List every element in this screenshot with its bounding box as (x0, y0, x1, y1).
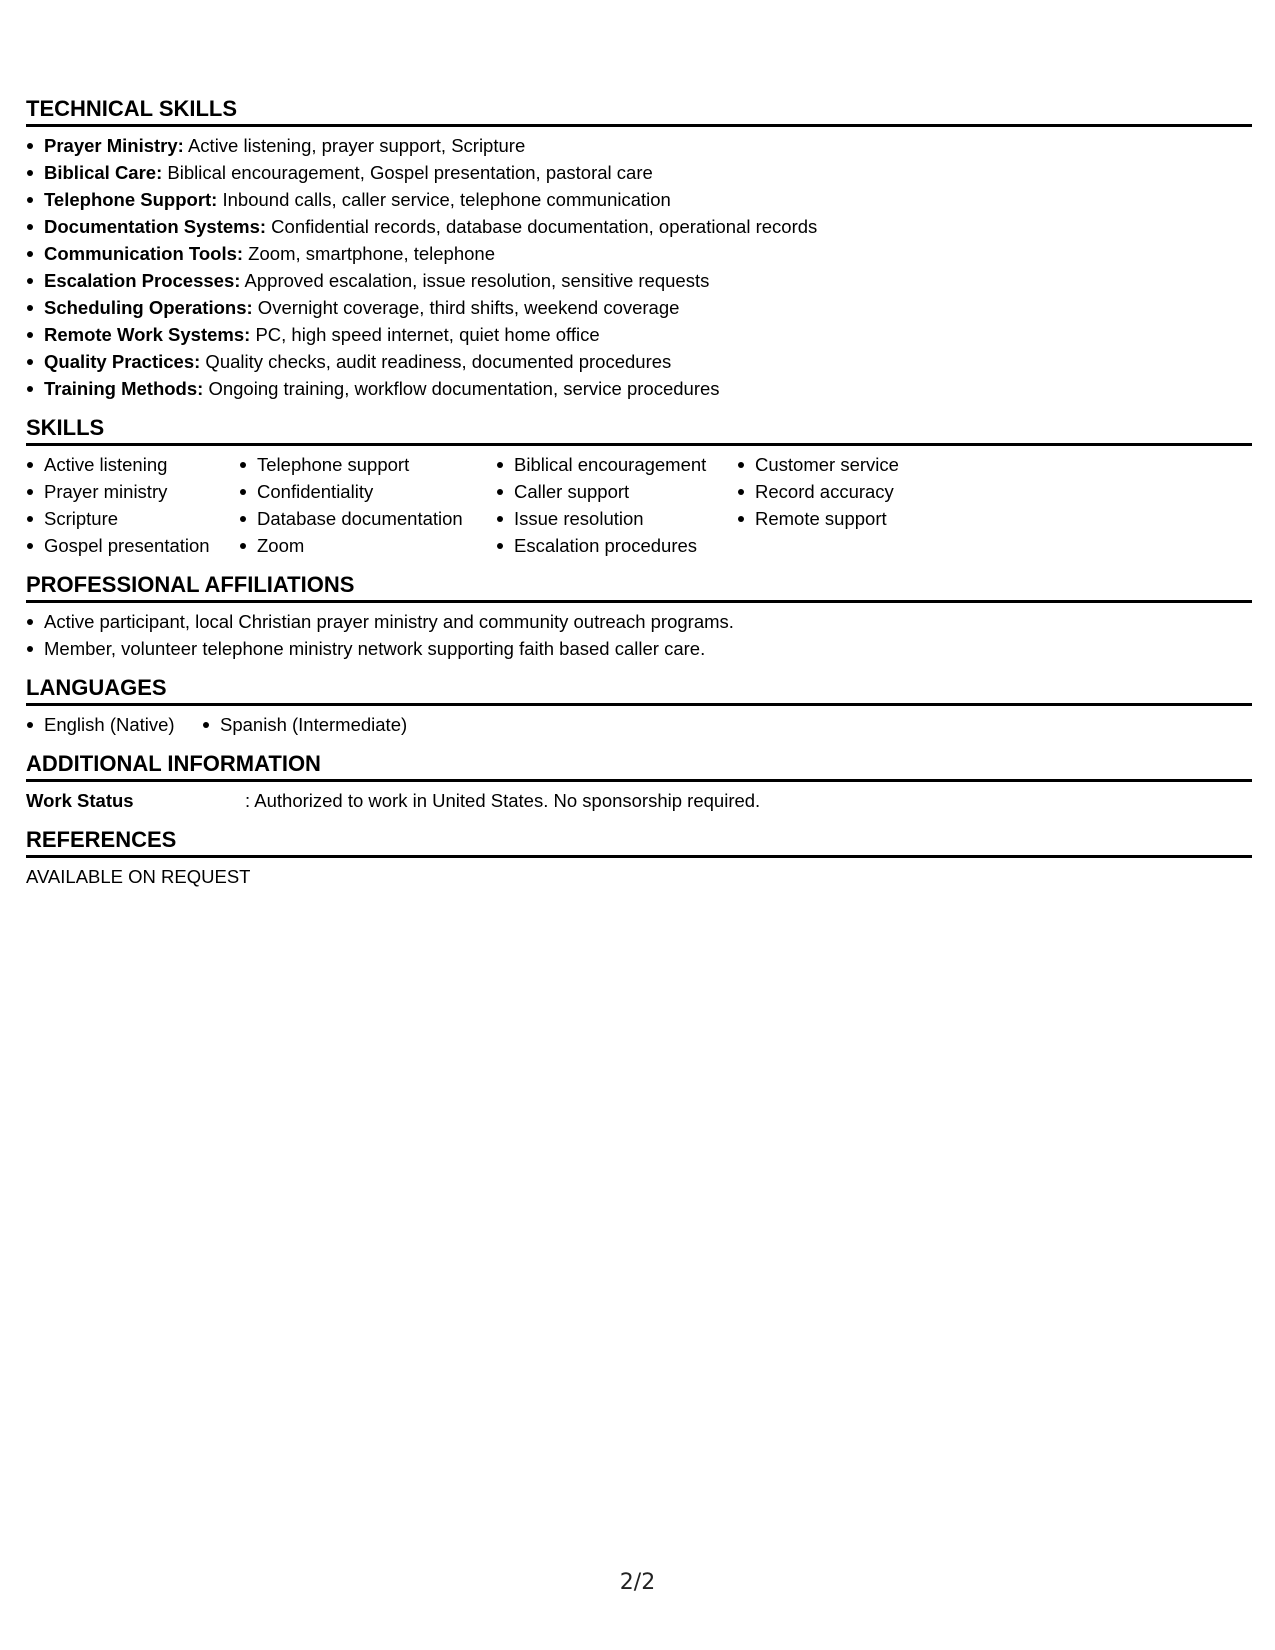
list-item: Customer service (737, 451, 937, 478)
work-status-label: Work Status (26, 790, 134, 811)
list-item (26, 294, 1252, 321)
tech-skill-text: PC, high speed internet, quiet home office (250, 324, 600, 345)
languages-column-1 (26, 711, 202, 738)
list-item (26, 132, 1252, 159)
list-item: Zoom (239, 532, 496, 559)
tech-skill-text: Active listening, prayer support, Scripture (183, 135, 526, 156)
languages-row (26, 711, 1252, 738)
section-spacer (26, 402, 1252, 415)
list-item: English (Native) (26, 711, 202, 738)
list-item: Issue resolution (496, 505, 737, 532)
affiliations-section (26, 572, 1252, 662)
skills-column-4 (737, 451, 937, 559)
tech-skill-label: Prayer Ministry: (44, 135, 184, 156)
section-spacer (26, 738, 1252, 751)
list-item: Gospel presentation (26, 532, 239, 559)
list-item (26, 159, 1252, 186)
list-item: Prayer ministry (26, 478, 239, 505)
languages-column-2 (202, 711, 407, 738)
languages-section (26, 675, 1252, 738)
technical-skills-list (26, 132, 1252, 402)
tech-skill-text: Biblical encouragement, Gospel presentation, pastoral care (162, 162, 653, 183)
resume-content (26, 96, 1252, 890)
list-item: Telephone support (239, 451, 496, 478)
tech-skill-text: Inbound calls, caller service, telephone communication (217, 189, 671, 210)
list-item: Member, volunteer telephone ministry network supporting faith based caller care. (26, 635, 1252, 662)
skills-column-1 (26, 451, 239, 559)
references-heading: REFERENCES (26, 827, 1252, 858)
tech-skill-label: Quality Practices: (44, 351, 201, 372)
additional-info-heading: ADDITIONAL INFORMATION (26, 751, 1252, 782)
section-spacer (26, 559, 1252, 572)
affiliations-heading: PROFESSIONAL AFFILIATIONS (26, 572, 1252, 603)
tech-skill-label: Telephone Support: (44, 189, 218, 210)
list-item: Caller support (496, 478, 737, 505)
tech-skill-text: Quality checks, audit readiness, documented procedures (200, 351, 672, 372)
tech-skill-label: Scheduling Operations: (44, 297, 253, 318)
tech-skill-label: Documentation Systems: (44, 216, 267, 237)
affiliations-list (26, 608, 1252, 662)
list-item (26, 267, 1252, 294)
list-item (26, 186, 1252, 213)
tech-skill-label: Remote Work Systems: (44, 324, 251, 345)
skills-heading: SKILLS (26, 415, 1252, 446)
skills-column-3 (496, 451, 737, 559)
section-spacer (26, 662, 1252, 675)
list-item: Confidentiality (239, 478, 496, 505)
list-item (26, 348, 1252, 375)
list-item (26, 213, 1252, 240)
technical-skills-heading: TECHNICAL SKILLS (26, 96, 1252, 127)
skills-section (26, 415, 1252, 559)
page-number: 2/2 (619, 1570, 656, 1595)
tech-skill-label: Training Methods: (44, 378, 204, 399)
skills-grid (26, 451, 1252, 559)
tech-skill-text: Confidential records, database documentation, operational records (266, 216, 818, 237)
list-item: Database documentation (239, 505, 496, 532)
list-item (26, 375, 1252, 402)
languages-heading: LANGUAGES (26, 675, 1252, 706)
list-item: Biblical encouragement (496, 451, 737, 478)
tech-skill-label: Biblical Care: (44, 162, 163, 183)
list-item: Active listening (26, 451, 239, 478)
list-item: Scripture (26, 505, 239, 532)
tech-skill-label: Communication Tools: (44, 243, 244, 264)
tech-skill-label: Escalation Processes: (44, 270, 241, 291)
additional-info-section (26, 751, 1252, 814)
list-item: Record accuracy (737, 478, 937, 505)
technical-skills-section (26, 96, 1252, 402)
work-status-row (26, 787, 1252, 814)
list-item: Escalation procedures (496, 532, 737, 559)
tech-skill-text: Approved escalation, issue resolution, sensitive requests (240, 270, 710, 291)
references-text: AVAILABLE ON REQUEST (26, 866, 251, 887)
tech-skill-text: Ongoing training, workflow documentation, service procedures (203, 378, 720, 399)
list-item (26, 321, 1252, 348)
skills-column-2 (239, 451, 496, 559)
references-section (26, 827, 1252, 890)
list-item: Active participant, local Christian prayer ministry and community outreach programs. (26, 608, 1252, 635)
list-item: Spanish (Intermediate) (202, 711, 407, 738)
work-status-value: : Authorized to work in United States. No sponsorship required. (245, 790, 761, 811)
tech-skill-text: Zoom, smartphone, telephone (243, 243, 496, 264)
list-item (26, 240, 1252, 267)
section-spacer (26, 814, 1252, 827)
tech-skill-text: Overnight coverage, third shifts, weekend coverage (252, 297, 680, 318)
list-item: Remote support (737, 505, 937, 532)
